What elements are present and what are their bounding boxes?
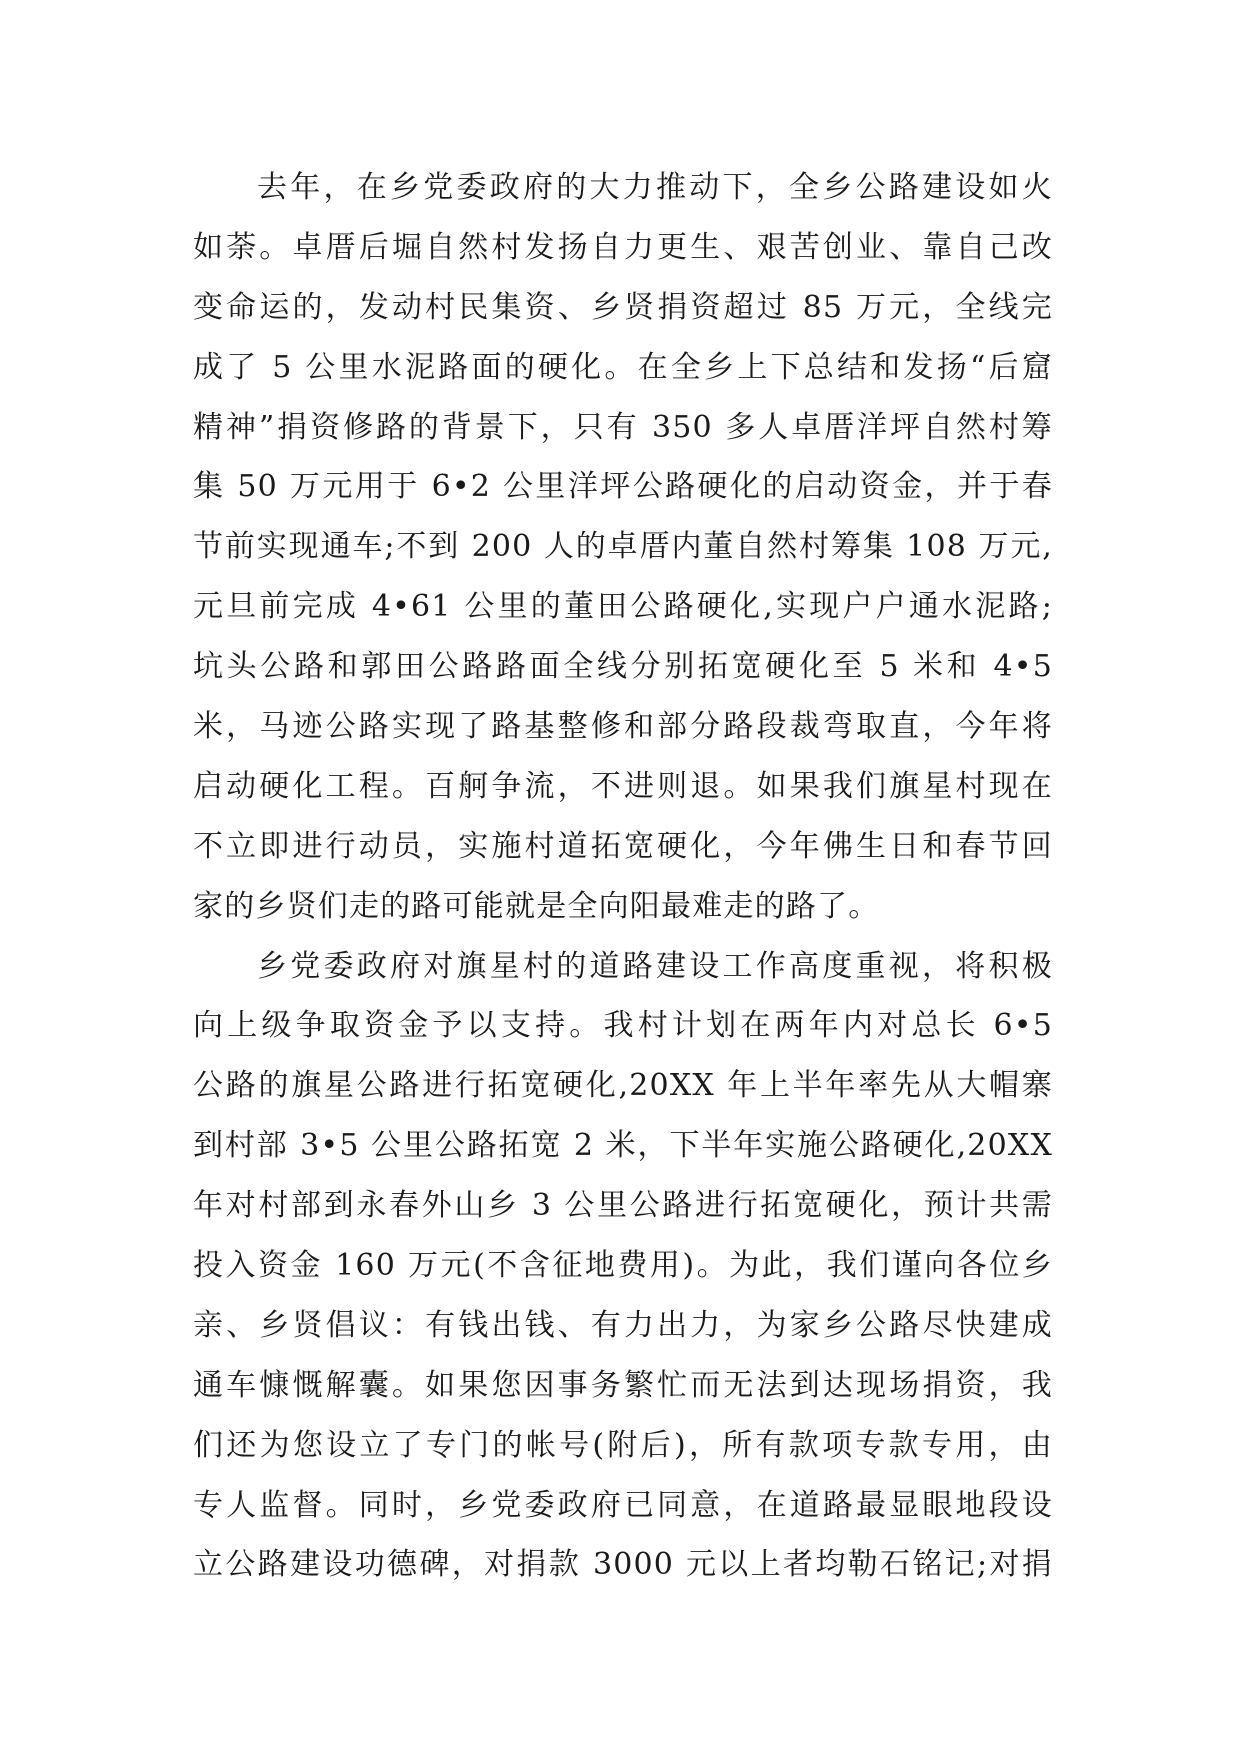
text-line: 不立即进行动员，实施村道拓宽硬化，今年佛生日和春节回 bbox=[193, 828, 1053, 864]
text-line: 坑头公路和郭田公路路面全线分别拓宽硬化至 5 米和 4•5 bbox=[193, 649, 1053, 685]
text-line: 专人监督。同时，乡党委政府已同意，在道路最显眼地段设 bbox=[193, 1487, 1053, 1523]
text-line: 向上级争取资金予以支持。我村计划在两年内对总长 6•5 bbox=[193, 1008, 1053, 1044]
text-line: 变命运的，发动村民集资、乡贤捐资超过 85 万元，全线完 bbox=[193, 289, 1053, 325]
text-line: 节前实现通车;不到 200 人的卓厝内董自然村筹集 108 万元, bbox=[193, 529, 1053, 565]
text-line: 集 50 万元用于 6•2 公里洋坪公路硬化的启动资金，并于春 bbox=[193, 469, 1053, 505]
text-line: 年对村部到永春外山乡 3 公里公路进行拓宽硬化，预计共需 bbox=[193, 1188, 1053, 1224]
text-line: 到村部 3•5 公里公路拓宽 2 米，下半年实施公路硬化,20XX bbox=[193, 1128, 1053, 1164]
text-line: 立公路建设功德碑，对捐款 3000 元以上者均勒石铭记;对捐 bbox=[193, 1547, 1053, 1583]
text-line: 们还为您设立了专门的帐号(附后)，所有款项专款专用，由 bbox=[193, 1427, 1053, 1463]
text-line: 通车慷慨解囊。如果您因事务繁忙而无法到达现场捐资，我 bbox=[193, 1367, 1053, 1403]
text-line: 成了 5 公里水泥路面的硬化。在全乡上下总结和发扬“后窟 bbox=[193, 349, 1053, 385]
text-line: 启动硬化工程。百舸争流，不进则退。如果我们旗星村现在 bbox=[193, 768, 1053, 804]
document-page bbox=[193, 158, 1053, 1595]
paragraph-1 bbox=[193, 158, 1053, 937]
text-line: 精神”捐资修路的背景下，只有 350 多人卓厝洋坪自然村筹 bbox=[193, 409, 1053, 445]
text-line: 投入资金 160 万元(不含征地费用)。为此，我们谨向各位乡 bbox=[193, 1248, 1053, 1284]
text-line: 乡党委政府对旗星村的道路建设工作高度重视，将积极 bbox=[257, 948, 1053, 984]
text-line: 元旦前完成 4•61 公里的董田公路硬化,实现户户通水泥路; bbox=[193, 589, 1053, 625]
text-line: 如荼。卓厝后堀自然村发扬自力更生、艰苦创业、靠自己改 bbox=[193, 229, 1053, 265]
paragraph-2 bbox=[193, 937, 1053, 1596]
text-line: 公路的旗星公路进行拓宽硬化,20XX 年上半年率先从大帽寨 bbox=[193, 1068, 1053, 1104]
text-line: 去年，在乡党委政府的大力推动下，全乡公路建设如火 bbox=[257, 170, 1053, 205]
text-line: 亲、乡贤倡议：有钱出钱、有力出力，为家乡公路尽快建成 bbox=[193, 1307, 1053, 1343]
text-line: 米，马迹公路实现了路基整修和部分路段裁弯取直，今年将 bbox=[193, 709, 1053, 745]
text-line: 家的乡贤们走的路可能就是全向阳最难走的路了。 bbox=[193, 888, 880, 924]
